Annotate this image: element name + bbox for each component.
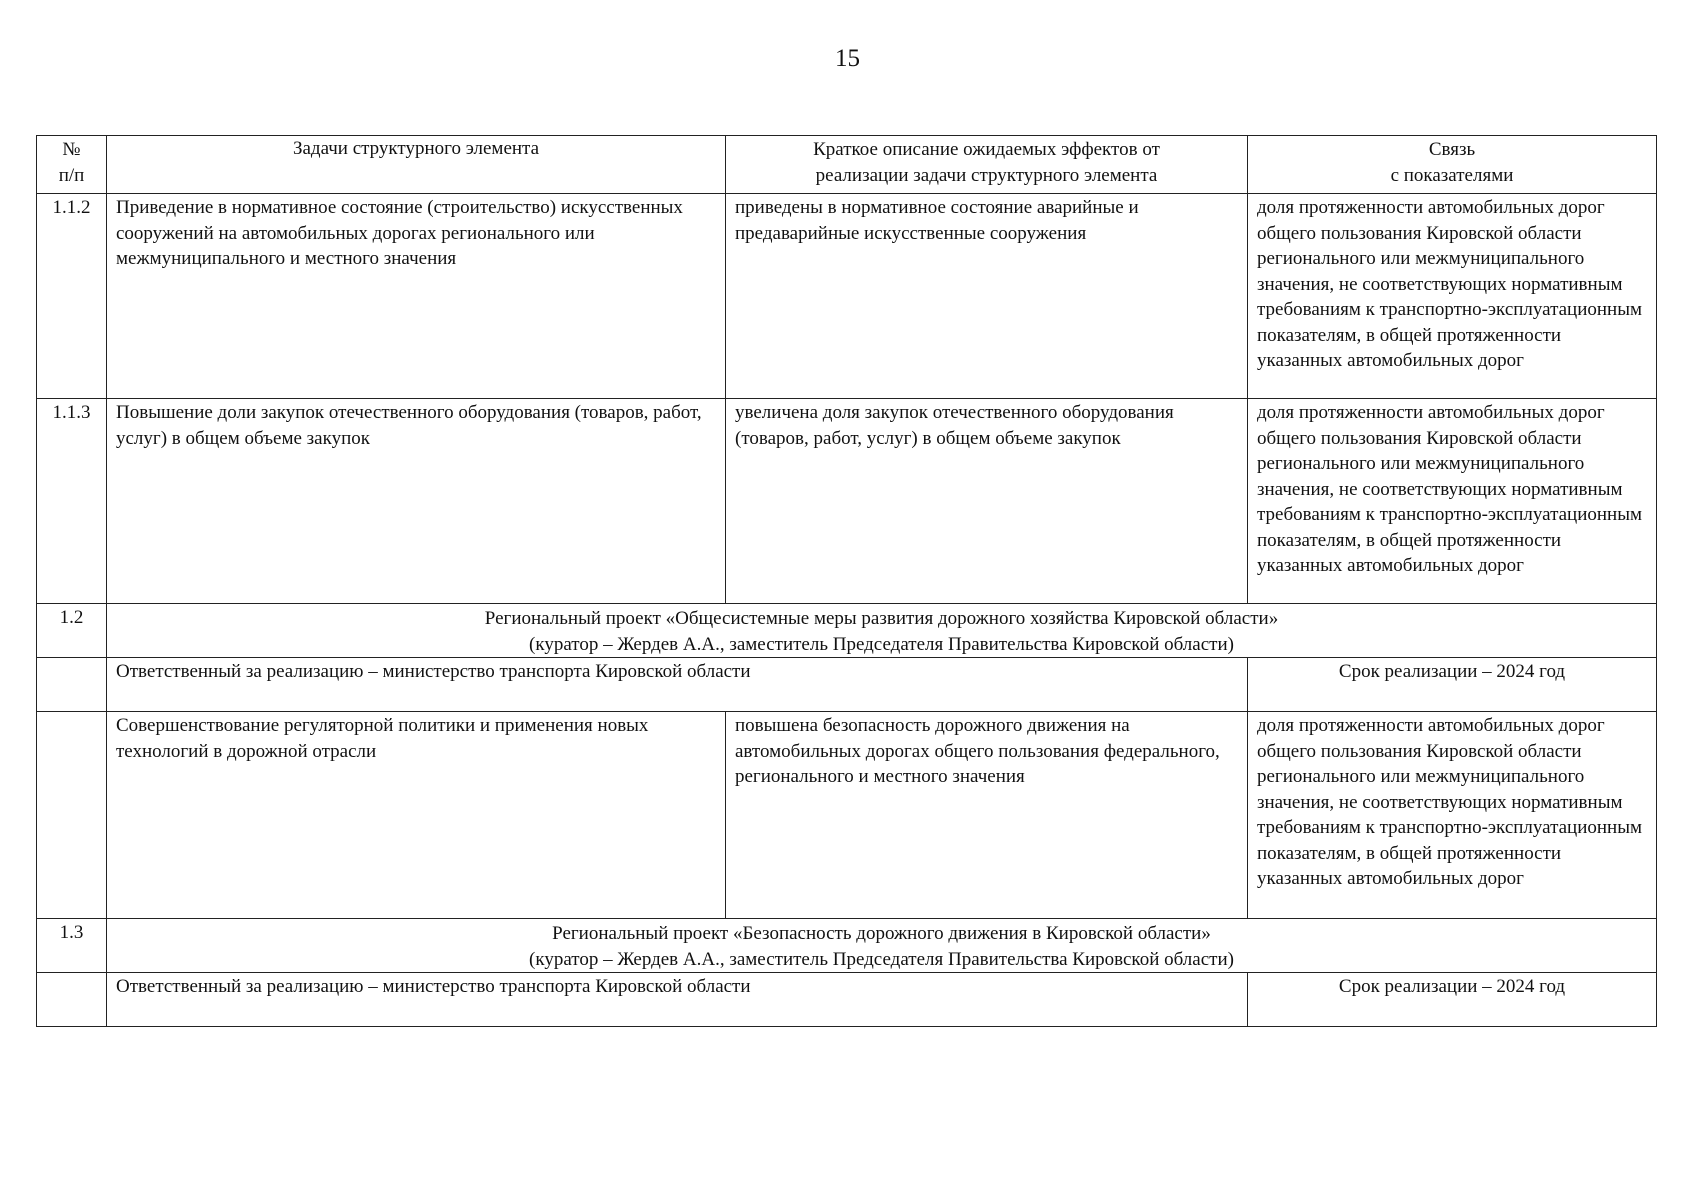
project-row-1-3 (37, 919, 1657, 973)
empty-number-cell (37, 658, 107, 712)
header-num-line-2: п/п (58, 164, 85, 186)
table-header-row (37, 136, 1657, 194)
project-row-1-2 (37, 604, 1657, 658)
project-title-cell (107, 919, 1657, 973)
row-link: доля протяженности автомобильных дорог общего пользования Кировской области регионального или межмуниципального значения, не соответствующих нормативным требованиям к транспортно-эксплуатационным показателям, в общей протяженности указанных автомобильных дорог (1248, 399, 1657, 604)
table-row-1-2-task (37, 712, 1657, 919)
responsible-cell: Ответственный за реализацию – министерство транспорта Кировской области (107, 973, 1248, 1027)
header-effects (726, 136, 1248, 194)
row-task: Совершенствование регуляторной политики и применения новых технологий в дорожной отрасли (107, 712, 726, 919)
project-number: 1.2 (37, 604, 107, 658)
deadline-cell: Срок реализации – 2024 год (1248, 658, 1657, 712)
empty-number-cell (37, 973, 107, 1027)
header-effects-line-1: Краткое описание ожидаемых эффектов от (813, 139, 1160, 160)
header-link-line-1: Связь (1428, 139, 1476, 160)
project-number: 1.3 (37, 919, 107, 973)
row-link: доля протяженности автомобильных дорог общего пользования Кировской области регионального или межмуниципального значения, не соответствующих нормативным требованиям к транспортно-эксплуатационным показателям, в общей протяженности указанных автомобильных дорог (1248, 712, 1657, 919)
row-link: доля протяженности автомобильных дорог общего пользования Кировской области регионального или межмуниципального значения, не соответствующих нормативным требованиям к транспортно-эксплуатационным показателям, в общей протяженности указанных автомобильных дорог (1248, 194, 1657, 399)
deadline-cell: Срок реализации – 2024 год (1248, 973, 1657, 1027)
header-task: Задачи структурного элемента (107, 136, 726, 194)
header-effects-line-2: реализации задачи структурного элемента (815, 164, 1158, 186)
project-title: Региональный проект «Общесистемные меры развития дорожного хозяйства Кировской области» (484, 608, 1279, 629)
header-num-line-1: № (62, 139, 81, 160)
responsible-row-1-3 (37, 973, 1657, 1027)
project-curator: (куратор – Жердев А.А., заместитель Председателя Правительства Кировской области) (529, 948, 1234, 970)
row-effect: повышена безопасность дорожного движения на автомобильных дорогах общего пользования федерального, регионального и местного значения (726, 712, 1248, 919)
project-curator: (куратор – Жердев А.А., заместитель Председателя Правительства Кировской области) (529, 633, 1234, 655)
responsible-cell: Ответственный за реализацию – министерство транспорта Кировской области (107, 658, 1248, 712)
table-row-1-1-2 (37, 194, 1657, 399)
project-title: Региональный проект «Безопасность дорожного движения в Кировской области» (552, 923, 1211, 944)
row-task: Повышение доли закупок отечественного оборудования (товаров, работ, услуг) в общем объеме закупок (107, 399, 726, 604)
header-link (1248, 136, 1657, 194)
row-number (37, 712, 107, 919)
row-number: 1.1.3 (37, 399, 107, 604)
row-number: 1.1.2 (37, 194, 107, 399)
page-number: 15 (835, 45, 860, 72)
table-row-1-1-3 (37, 399, 1657, 604)
row-task: Приведение в нормативное состояние (строительство) искусственных сооружений на автомобильных дорогах регионального или межмуниципального и местного значения (107, 194, 726, 399)
header-num (37, 136, 107, 194)
responsible-row-1-2 (37, 658, 1657, 712)
project-title-cell (107, 604, 1657, 658)
tasks-table (36, 135, 1657, 1027)
row-effect: приведены в нормативное состояние аварийные и предаварийные искусственные сооружения (726, 194, 1248, 399)
header-link-line-2: с показателями (1390, 164, 1514, 186)
row-effect: увеличена доля закупок отечественного оборудования (товаров, работ, услуг) в общем объеме закупок (726, 399, 1248, 604)
